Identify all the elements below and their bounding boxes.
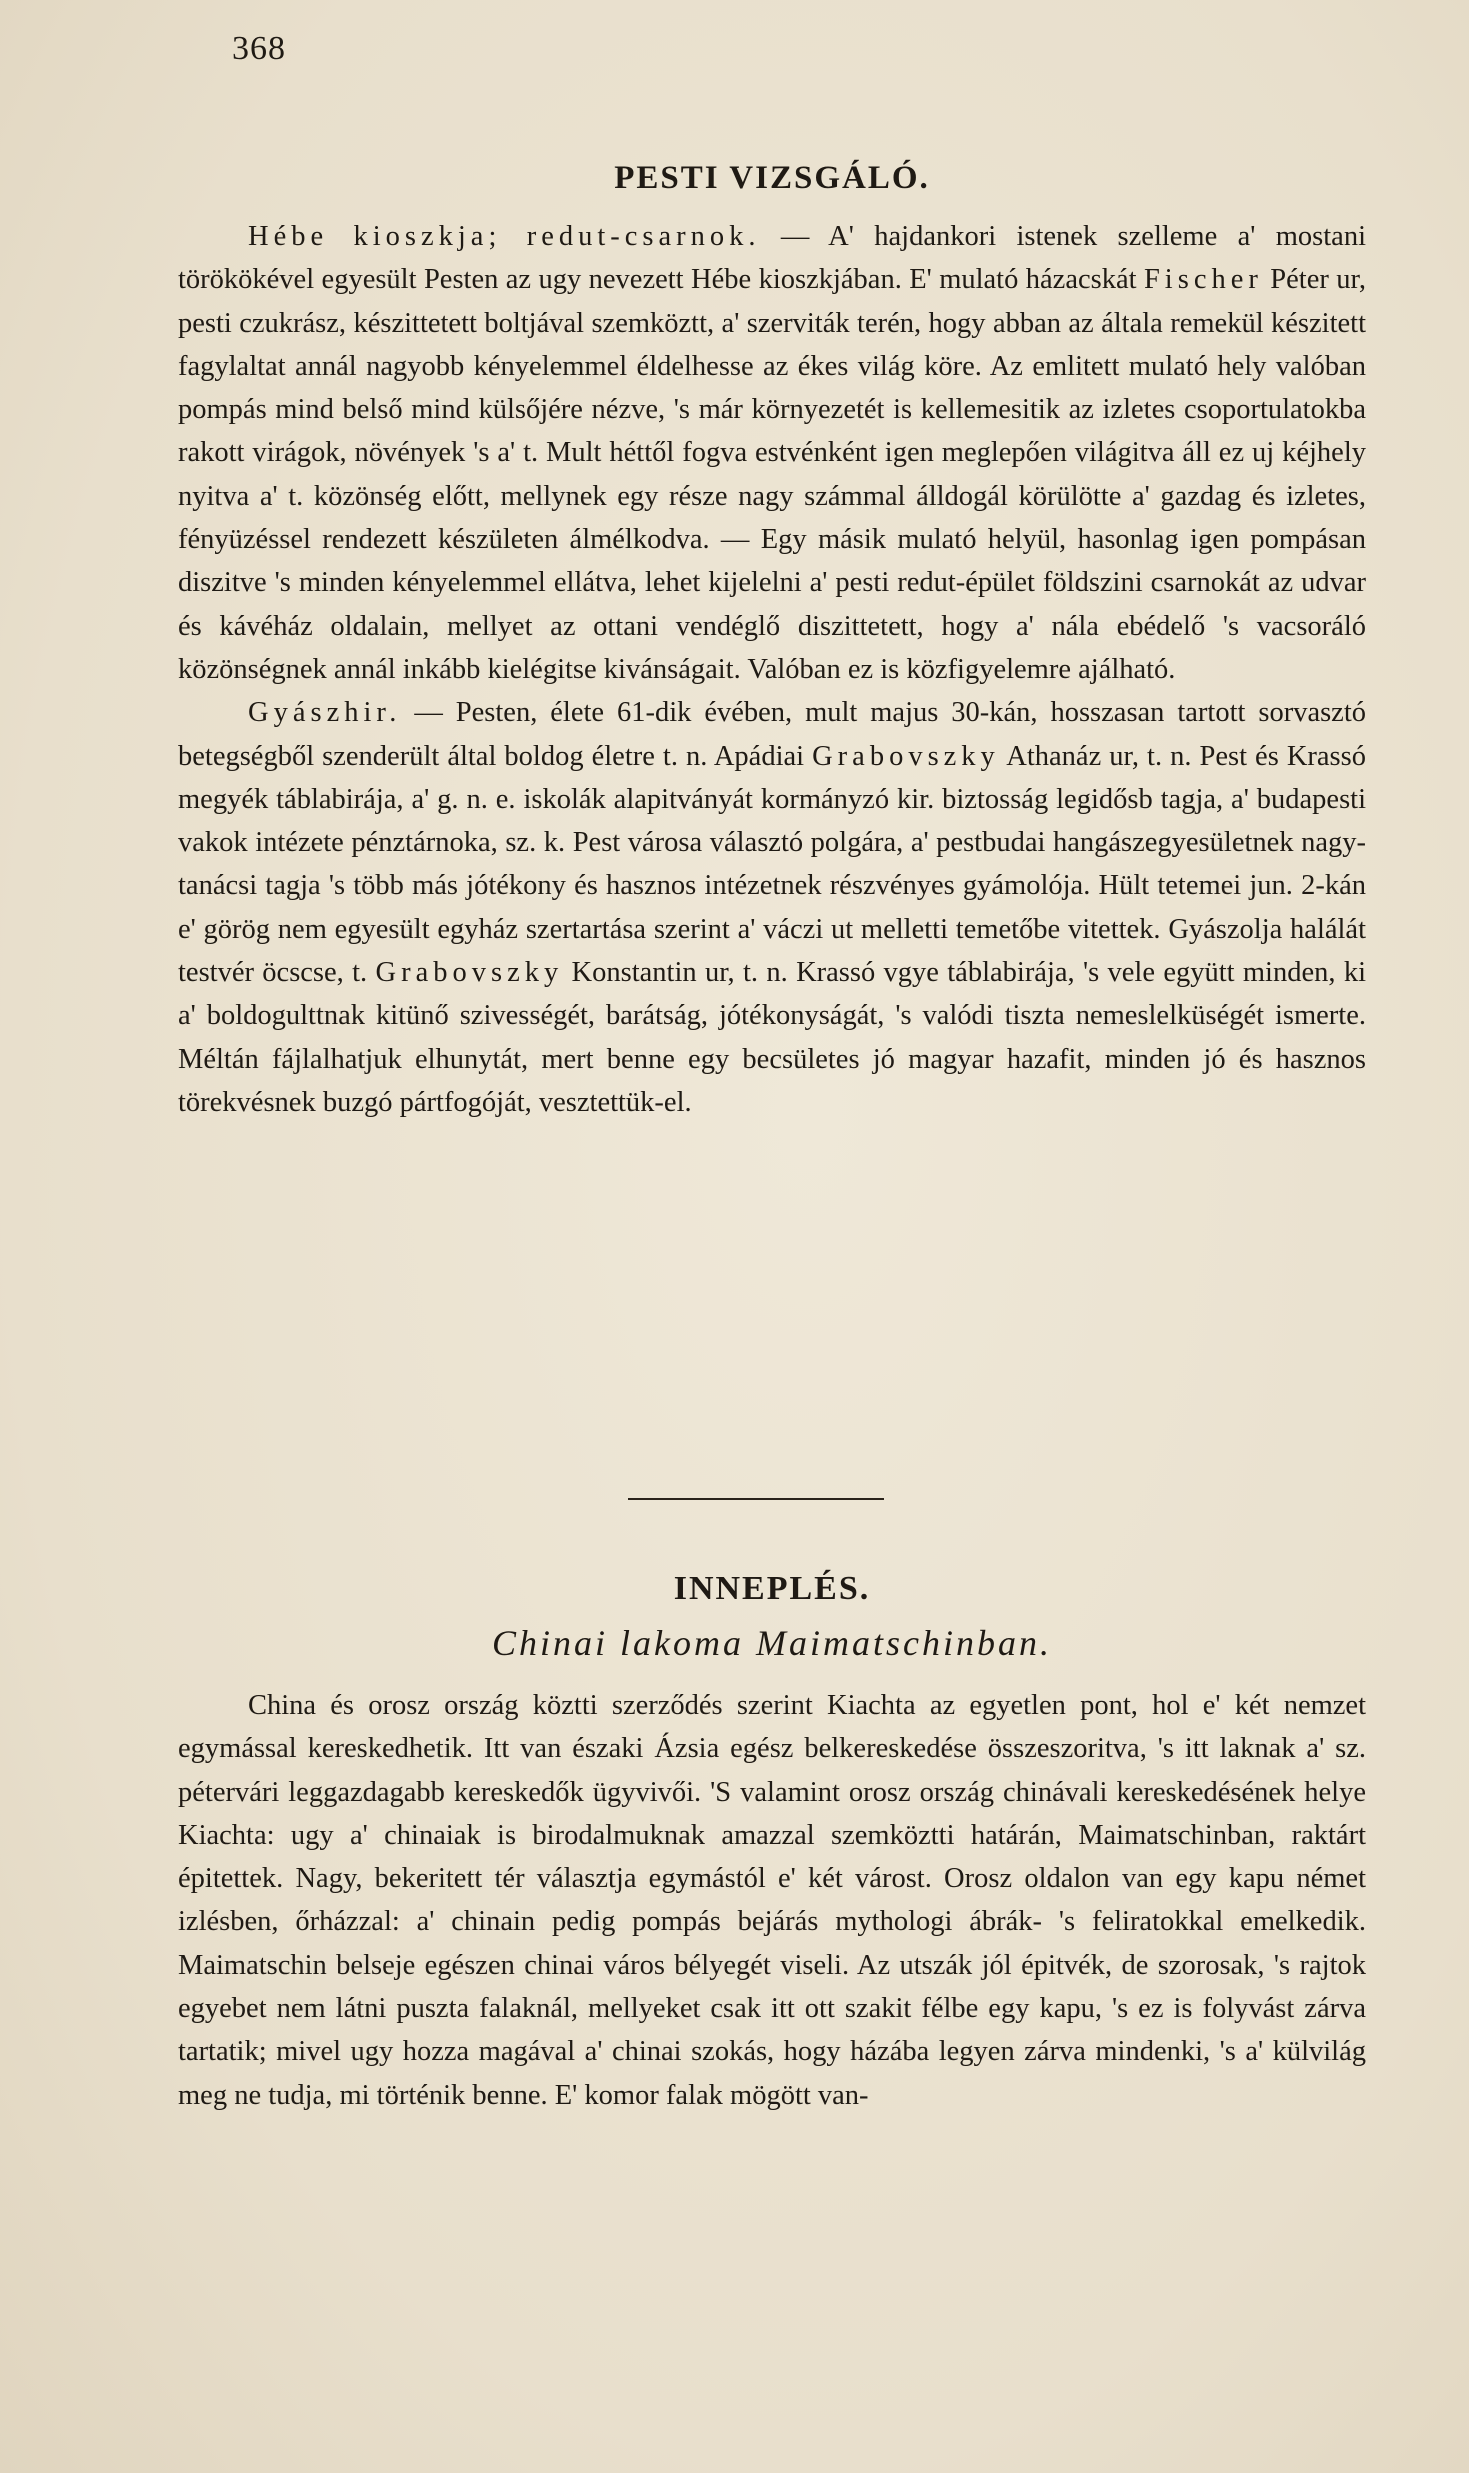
- paragraph-text: Athanáz ur, t. n. Pest és Krassó megyék táblabirája, a' g. n. e. iskolák alapitványát kormányzó kir. biztosság legidősb tagja, a' budapesti vakok intézete pénztárnoka, sz. k. Pest városa választó polgára, a' pestbudai hangászegyesületnek nagy-tanácsi tagja 's több más jótékony és hasznos intézetnek részvényes gyámolója. Hült tetemei jun. 2-kán e' görög nem egyesült egyház szertartása szerint a' váczi ut melletti temetőbe vitettek. Gyászolja halálát testvér öcscse, t.: [178, 740, 1366, 989]
- paragraph-text: Konstantin ur, t. n. Krassó vgye táblabirája, 's vele együtt minden, ki a' boldogulttnak kitünő szivességét, barátság, jótékonyságát, 's valódi tiszta nemeslelküségét ismerte. Méltán fájlalhatjuk elhunytát, mert benne egy becsületes jó magyar hazafit, minden jó és hasznos törekvésnek buzgó pártfogóját, vesztettük-el.: [178, 957, 1366, 1118]
- section-pesti-vizsgalo: [178, 160, 1366, 1124]
- section-inneples: [178, 1570, 1366, 2117]
- paragraph-text: Péter ur, pesti czukrász, készittetett boltjával szemköztt, a' szerviták terén, hogy abban az általa remekül készitett fagylaltat annál nagyobb kényelemmel éldelhesse az ékes világ köre. Az emlitett mulató hely valóban pompás mind belső mind külsőjére nézve, 's már környezetét is kellemesitik az izletes csoportulatokba rakott virágok, növények 's a' t. Mult héttől fogva estvénként igen meglepően világitva áll ez uj kéjhely nyitva a' t. közönség előtt, mellynek egy része nagy számmal álldogál körülötte a' gazdag és izletes, fényüzéssel rendezett készületen álmélkodva. — Egy másik mulató helyül, hasonlag igen pompásan diszitve 's minden kényelemmel ellátva, lehet kijelelni a' pesti redut-épület földszini csarnokát az udvar és kávéház oldalain, mellyet az ottani vendéglő diszittetett, hogy a' nála ebédelő 's vacsoráló közönségnek annál inkább kielégitse kivánságait. Valóban ez is közfigyelemre ajálható.: [178, 264, 1366, 685]
- section-title: INNEPLÉS.: [673, 1570, 871, 1607]
- section-subtitle: Chinai lakoma Maimatschinban.: [492, 1623, 1052, 1663]
- page-number: 368: [232, 30, 286, 67]
- person-name: Fischer: [1143, 264, 1263, 296]
- section-title: PESTI VIZSGÁLÓ.: [614, 160, 930, 196]
- paragraph-gyaszhir: [178, 691, 1366, 1124]
- paragraph-lead: Hébe kioszkja; redut-csarnok.: [248, 221, 761, 252]
- paragraph-lead: Gyászhir.: [248, 697, 402, 729]
- person-name: Grabovszky: [812, 740, 1000, 772]
- paragraph-text: — Pesten, élete 61-dik évében, mult majus 30-kán, hosszasan tartott sorvasztó betegségből szenderült által boldog életre t. n. Apádiai: [178, 697, 1366, 772]
- paragraph-chinai-lakoma: China és orosz ország köztti szerződés szerint Kiachta az egyetlen pont, hol e' két nemzet egymással kereskedhetik. Itt van északi Ázsia egész belkereskedése összeszoritva, 's itt laknak a' sz. pétervári leggazdagabb kereskedők ügyvivői. 'S valamint orosz ország chinávali kereskedésének helye Kiachta: ugy a' chinaiak is birodalmuknak amazzal szemköztti határán, Maimatschinban, raktárt épitettek. Nagy, bekeritett tér választja egymástól e' két várost. Orosz oldalon van egy kapu német izlésben, őrházzal: a' chinain pedig pompás bejárás mythologi ábrák- 's feliratokkal emelkedik. Maimatschin belseje egészen chinai város bélyegét viseli. Az utszák jól épitvék, de szorosak, 's rajtok egyebet nem látni puszta falaknál, mellyeket csak itt ott szakit félbe egy kapu, 's ez is folyvást zárva tartatik; mivel ugy hozza magával a' chinai szokás, hogy házába legyen zárva mindenki, 's a' külvilág meg ne tudja, mi történik benne. E' komor falak mögött van-: [178, 1690, 1366, 2111]
- paragraph-text: — A' hajdankori istenek szelleme a' mostani törökökével egyesült Pesten az ugy nevezett Hébe kioszkjában. E' mulató házacskát: [178, 221, 1366, 296]
- paragraph-hebe-kioszk: [178, 215, 1366, 691]
- person-name: Grabovszky: [375, 957, 564, 989]
- section-divider: [628, 1498, 884, 1500]
